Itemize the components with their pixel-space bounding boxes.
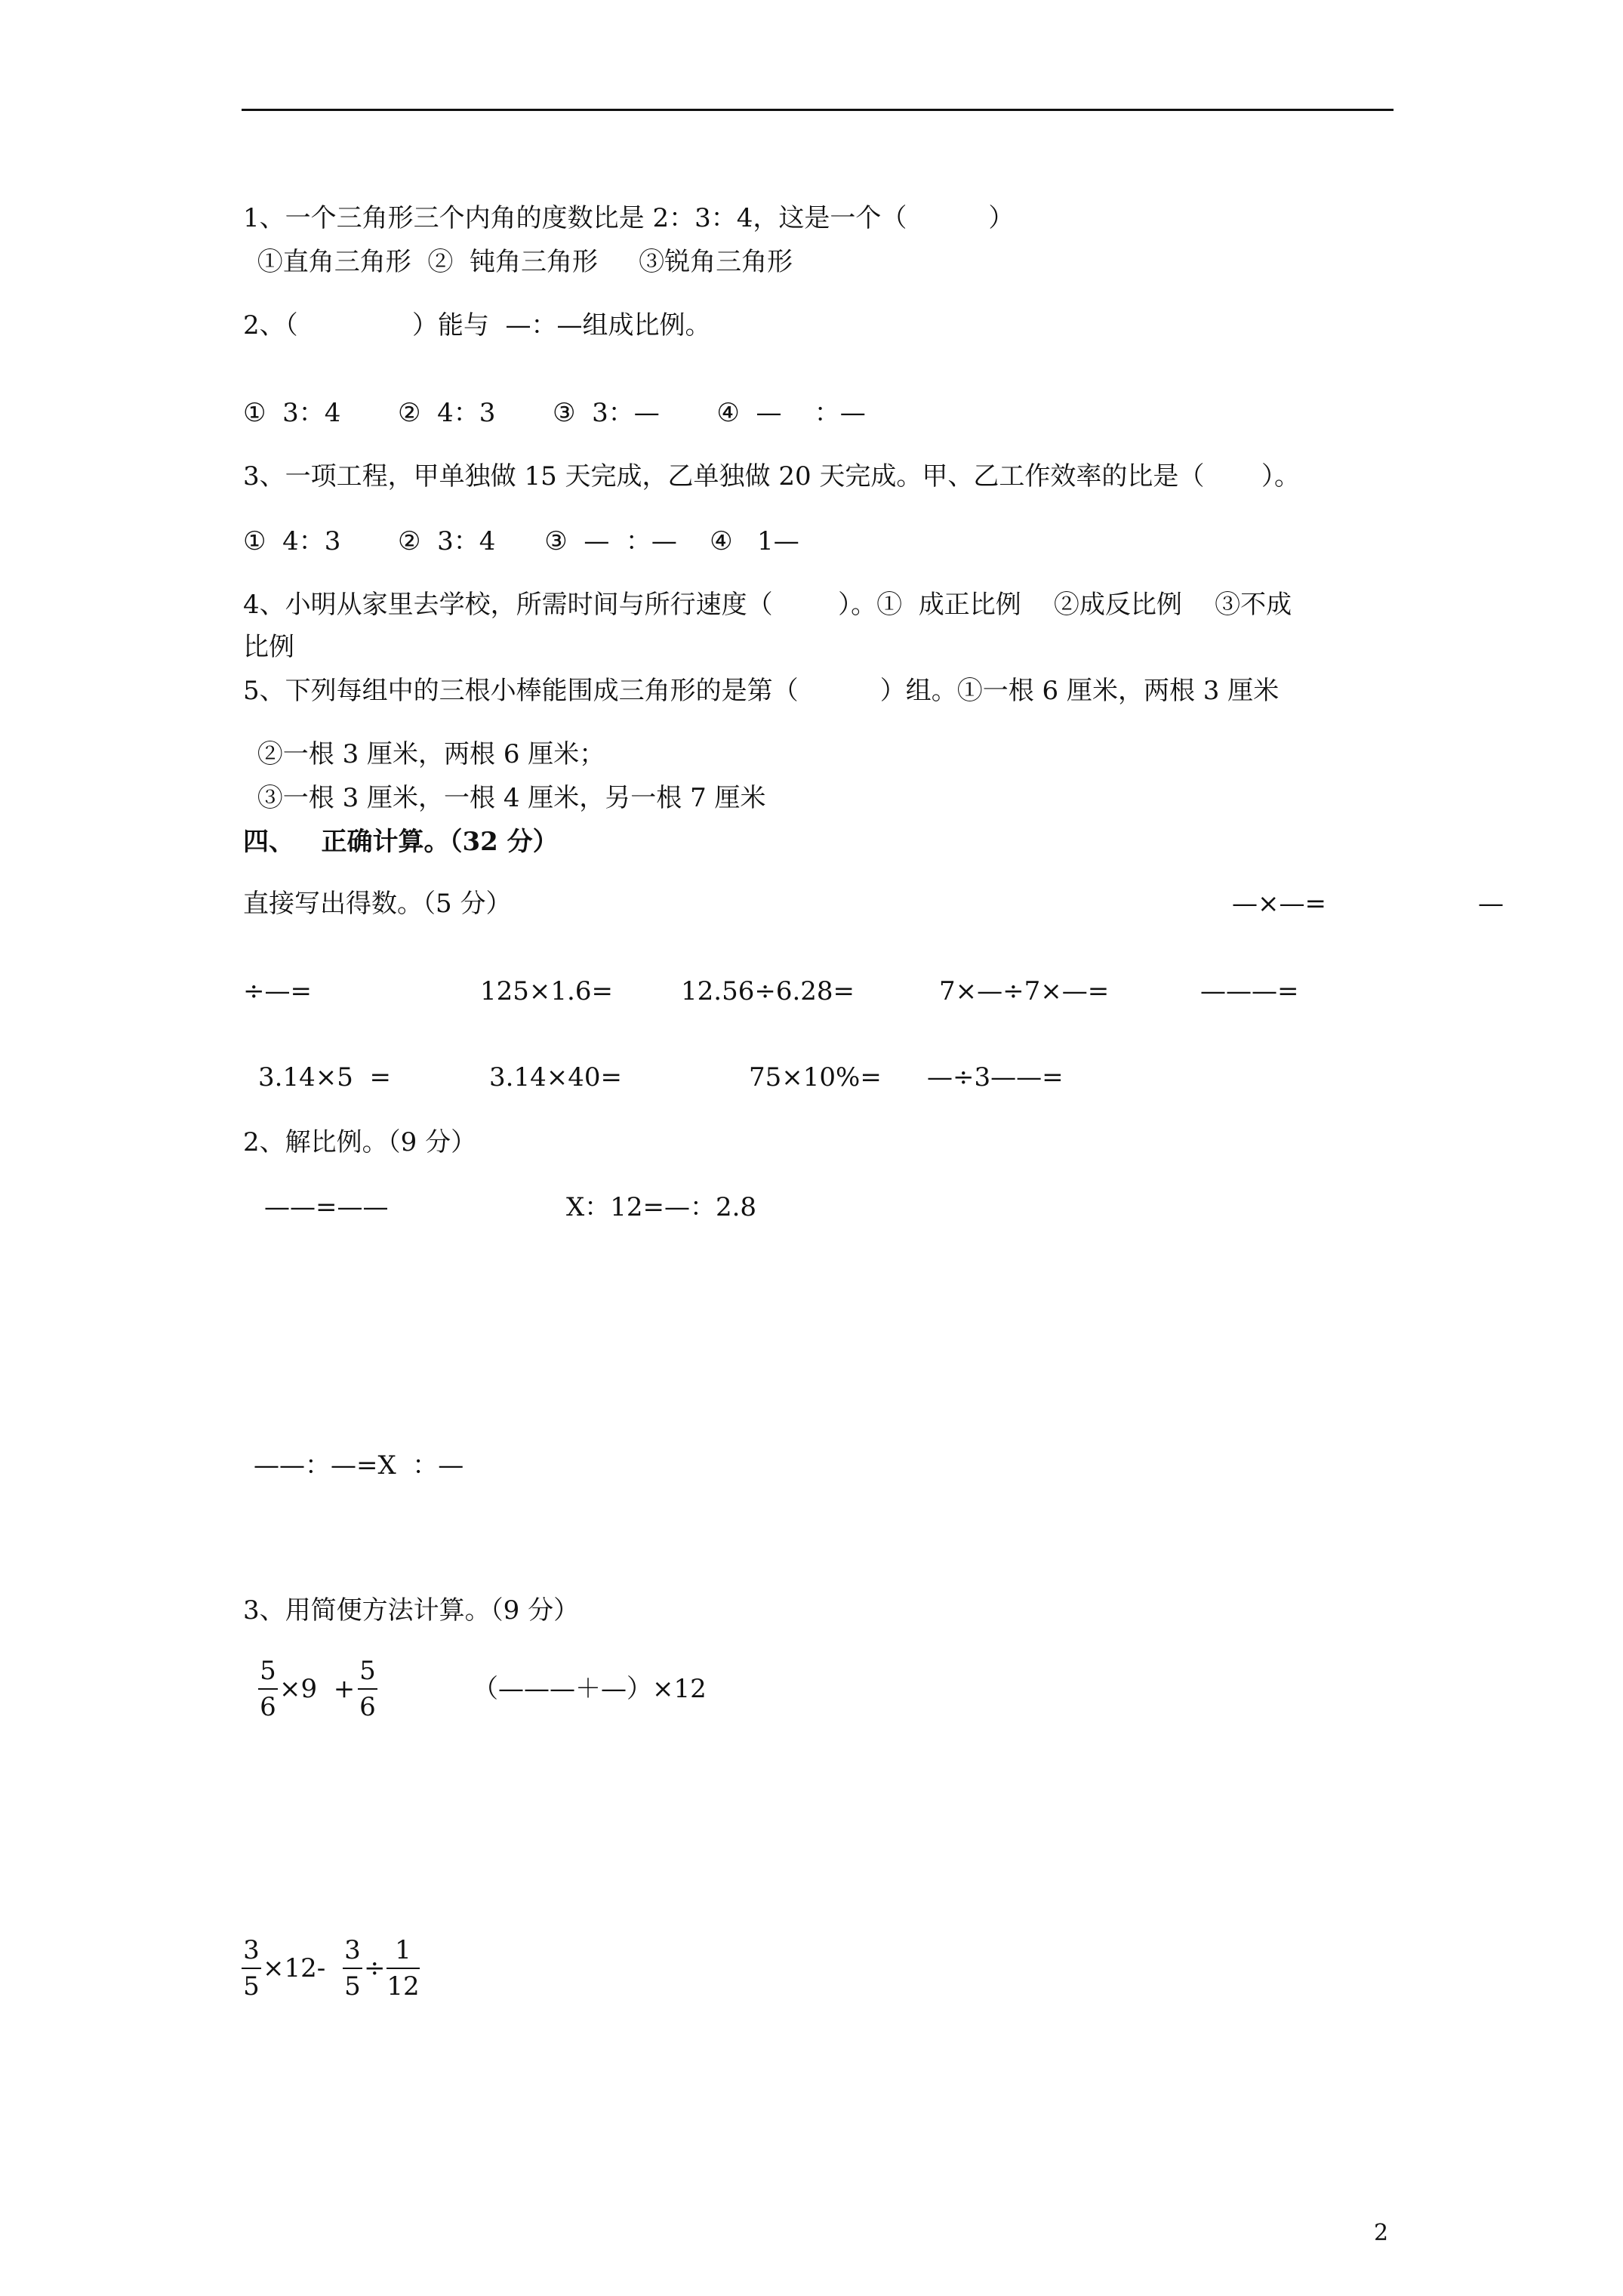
mental-calc-item: —÷3——= [927, 1062, 1064, 1093]
q5-stem: 5、下列每组中的三根小棒能围成三角形的是第（ ）组。①一根 6 厘米，两根 3 厘米 [243, 676, 1280, 706]
mental-calc-item: 75×10%= [749, 1062, 882, 1093]
mental-calc-item: ÷—= [243, 976, 312, 1006]
q5-option-2: ②一根 3 厘米，两根 6 厘米； [249, 739, 605, 769]
expression-operator: ÷ [364, 1953, 386, 1983]
mental-calc-item: 3.14×5 = [258, 1062, 391, 1093]
simplify-label: 3、用简便方法计算。（9 分） [243, 1595, 580, 1626]
mental-calc-item: 12.56÷6.28= [681, 976, 855, 1006]
fraction-numerator: 3 [344, 1935, 361, 1965]
fraction-numerator: 5 [359, 1656, 376, 1686]
fraction-bar [343, 1968, 362, 1969]
proportion-label: 2、解比例。（9 分） [243, 1127, 477, 1157]
fraction-denominator: 6 [359, 1692, 376, 1722]
section-4-title: 四、 正确计算。（32 分） [243, 827, 559, 857]
mental-calc-label: 直接写出得数。（5 分） [243, 889, 512, 919]
mental-calc-item: ———= [1200, 976, 1299, 1006]
proportion-item: X：12=—：2.8 [566, 1192, 757, 1222]
expression-operator: ×12- [263, 1953, 326, 1983]
fraction-bar [387, 1968, 420, 1969]
q3-options: ① 4：3 ② 3：4 ③ — ：— ④ 1— [243, 526, 799, 556]
fraction-bar [242, 1968, 261, 1969]
fraction-denominator: 6 [260, 1692, 276, 1722]
page-number: 2 [1374, 2220, 1389, 2246]
fraction [242, 1935, 261, 2002]
q2-options: ① 3：4 ② 4：3 ③ 3：— ④ — ：— [243, 398, 866, 428]
fraction [387, 1935, 420, 2002]
q4-continuation: 比例 [243, 632, 294, 662]
expression-operator: ×9 + [279, 1674, 356, 1704]
fraction-denominator: 5 [243, 1971, 260, 2002]
fraction [358, 1658, 377, 1720]
q1-stem: 1、一个三角形三个内角的度数比是 2：3：4，这是一个（ ） [243, 203, 1015, 233]
mental-calc-item: 125×1.6= [480, 976, 613, 1006]
q5-option-3: ③一根 3 厘米，一根 4 厘米，另一根 7 厘米 [249, 783, 766, 813]
proportion-item: ——：—=X ：— [254, 1450, 464, 1481]
fraction-bar [258, 1688, 278, 1690]
fraction-numerator: 5 [260, 1656, 276, 1686]
mental-calc-item: 7×—÷7×—= [939, 976, 1110, 1006]
mental-calc-item: 3.14×40= [489, 1062, 622, 1093]
fraction-numerator: 3 [243, 1935, 260, 1965]
header-rule [242, 109, 1394, 111]
fraction-numerator: 1 [395, 1935, 411, 1965]
proportion-item: ——=—— [264, 1192, 389, 1222]
fraction-bar [358, 1688, 377, 1690]
fraction-denominator: 5 [344, 1971, 361, 2002]
q3-stem: 3、一项工程，甲单独做 15 天完成，乙单独做 20 天完成。甲、乙工作效率的比是（ ）。 [243, 461, 1301, 492]
mental-calc-item: — [1478, 889, 1504, 919]
q1-options: ①直角三角形 ② 钝角三角形 ③锐角三角形 [249, 247, 793, 277]
q2-stem: 2、（ ）能与 —：—组成比例。 [243, 310, 711, 341]
mental-calc-item: —×—= [1232, 889, 1326, 919]
fraction-denominator: 12 [387, 1971, 420, 2002]
simplify-item: （———＋—）×12 [473, 1674, 707, 1704]
q4-stem: 4、小明从家里去学校，所需时间与所行速度（ ）。① 成正比例 ②成反比例 ③不成 [243, 590, 1292, 620]
fraction [343, 1935, 362, 2002]
fraction [258, 1658, 278, 1720]
